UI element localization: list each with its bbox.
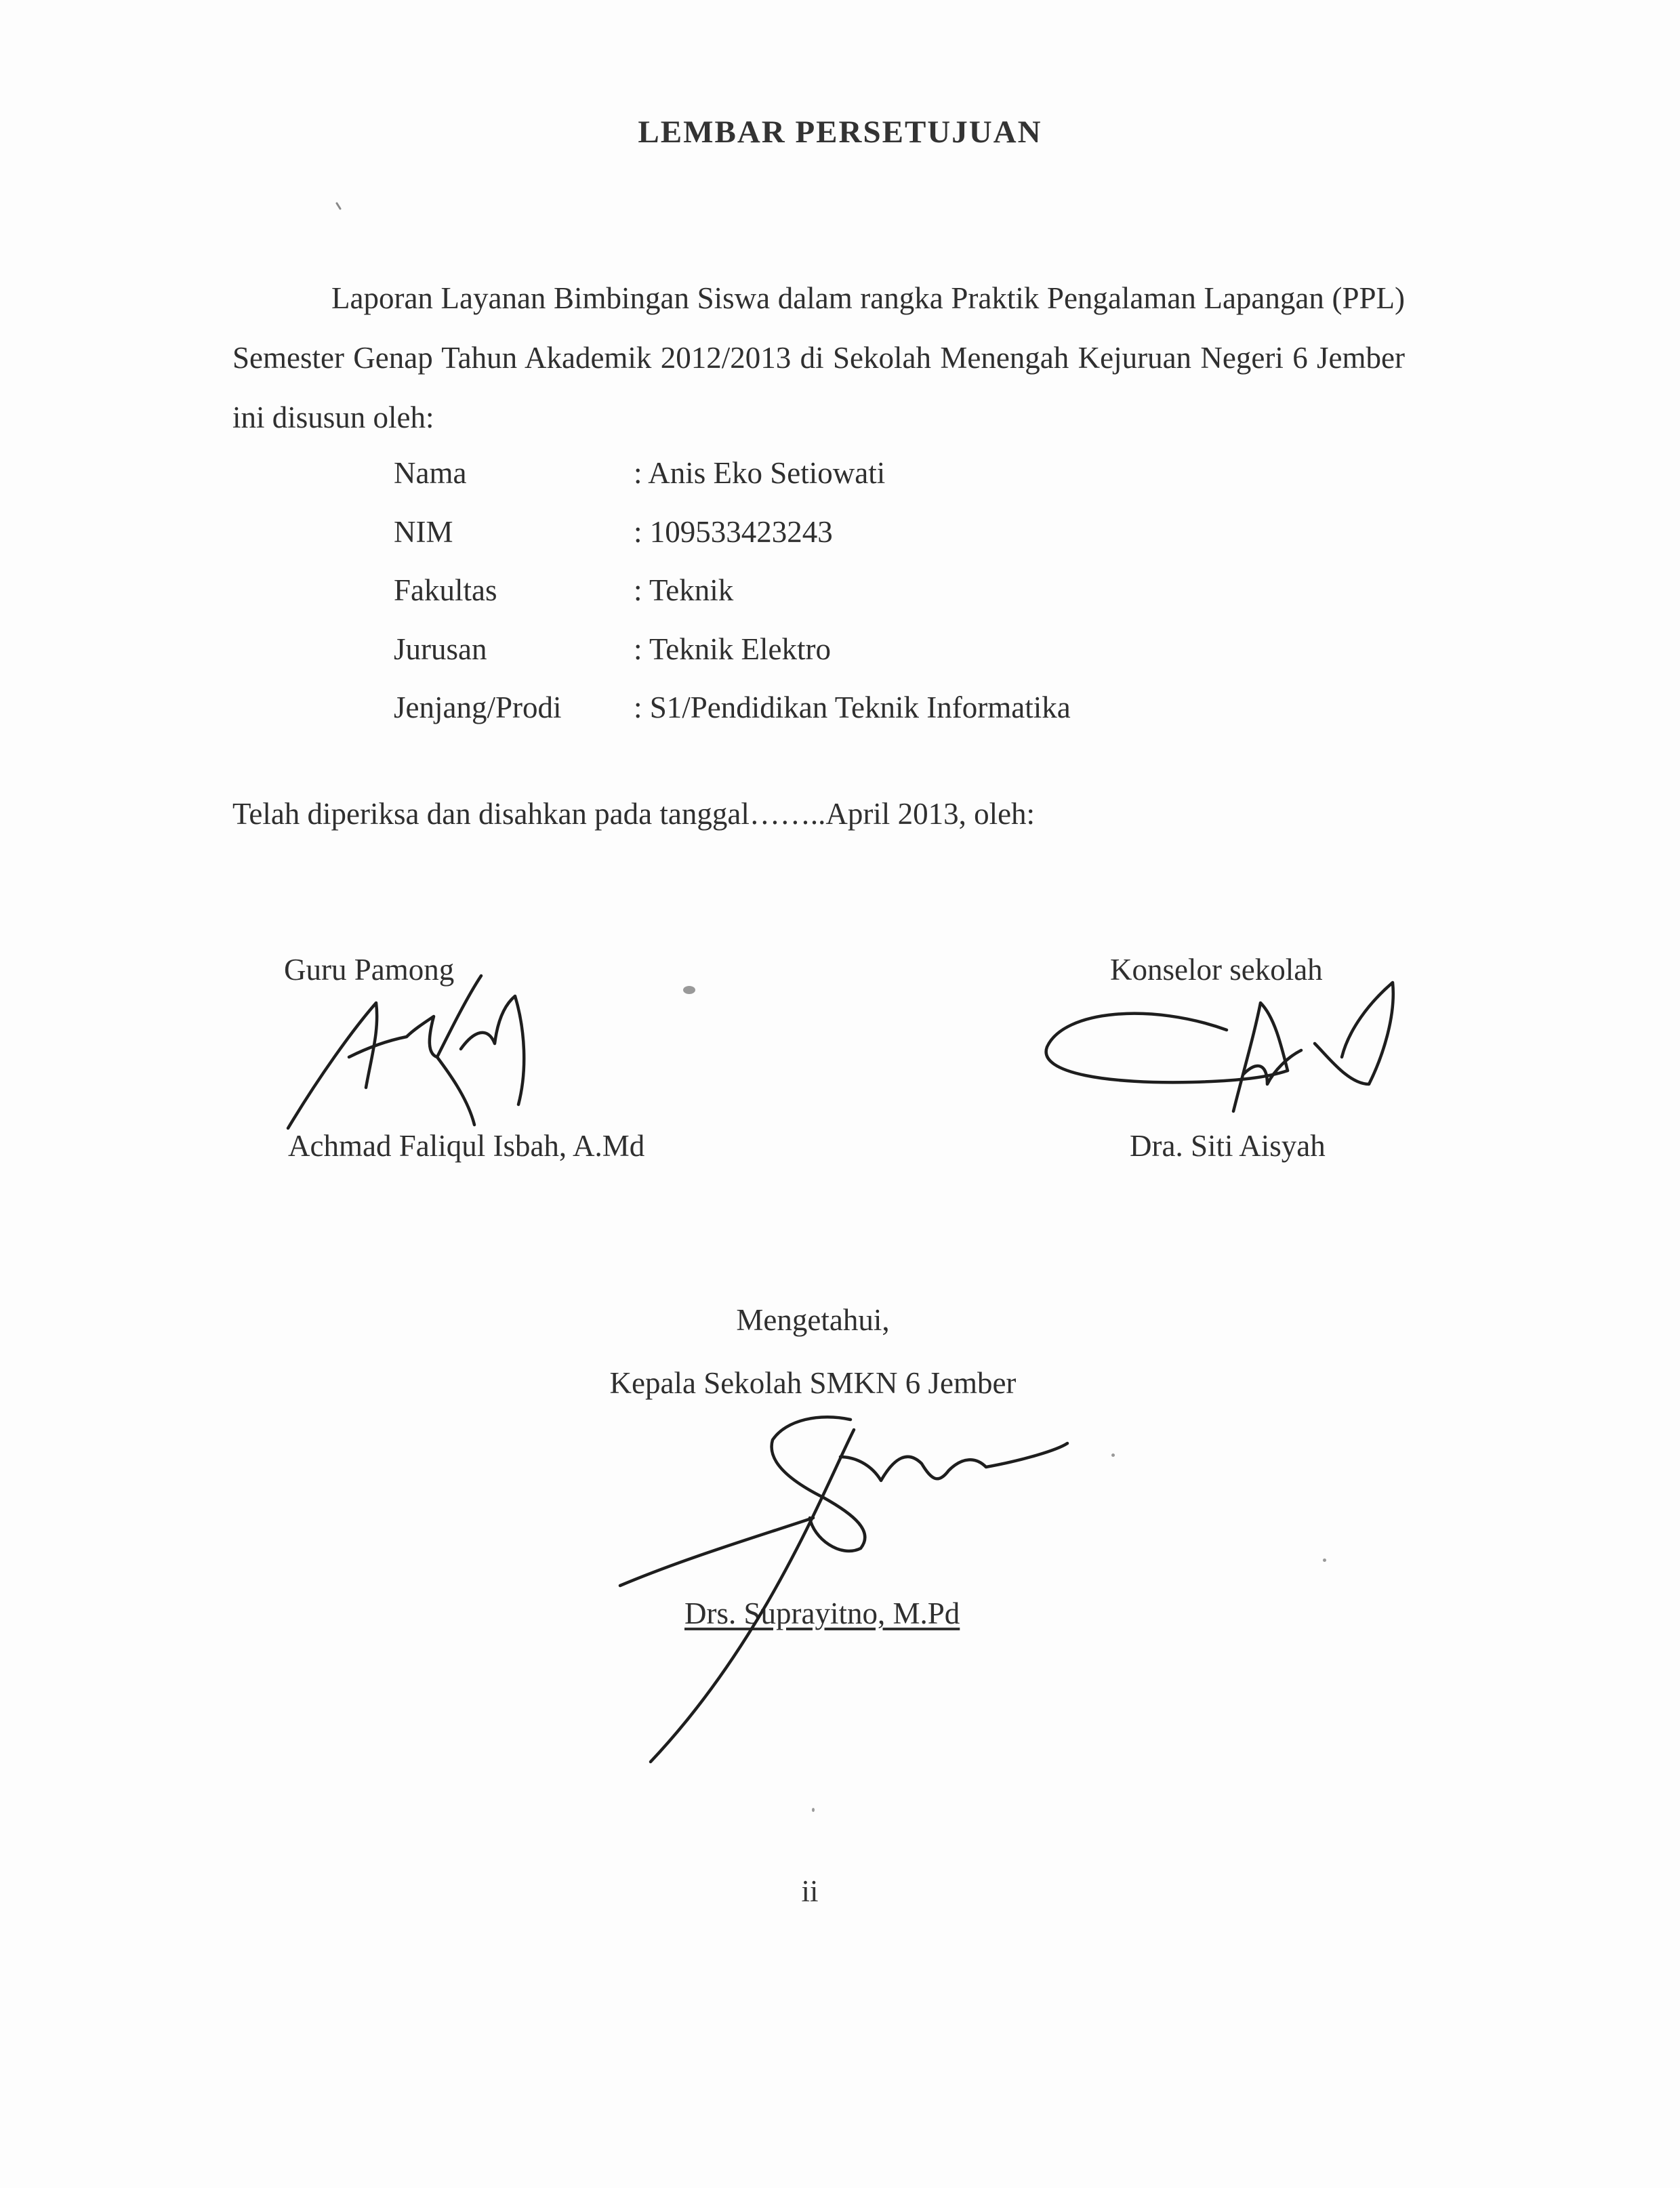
signature-stroke: [461, 996, 524, 1105]
intro-paragraph: Laporan Layanan Bimbingan Siswa dalam rangka Praktik Pengalaman Lapangan (PPL) Semester Genap Tahun Akademik 2012/2013 di Sekolah Menengah Kejuruan Negeri 6 Jember ini disusun oleh:: [232, 281, 1405, 434]
scan-speck: [683, 986, 695, 994]
page-title: LEMBAR PERSETUJUAN: [638, 115, 1042, 150]
guru-pamong-signature: [288, 976, 524, 1128]
scan-speck: [1323, 1559, 1326, 1562]
approval-line: Telah diperiksa dan disahkan pada tanggal……..April 2013, oleh:: [232, 797, 1036, 831]
scan-speck: [1111, 1453, 1115, 1457]
info-label: Nama: [394, 456, 467, 490]
info-label: Jurusan: [394, 632, 487, 666]
signature-stroke: [840, 1443, 1067, 1481]
info-value: : Teknik Elektro: [634, 632, 831, 666]
konselor-role: Konselor sekolah: [1110, 953, 1323, 987]
principal-signature: [620, 1417, 1067, 1762]
info-label: NIM: [394, 514, 453, 549]
info-label: Fakultas: [394, 573, 497, 607]
page-number: ii: [801, 1874, 819, 1908]
konselor-name: Dra. Siti Aisyah: [1130, 1129, 1326, 1163]
info-label: Jenjang/Prodi: [394, 690, 562, 724]
signature-stroke: [772, 1417, 865, 1551]
info-row: [394, 678, 1071, 737]
principal-name: Drs. Suprayitno, M.Pd: [684, 1596, 960, 1630]
signature-stroke: [620, 1518, 813, 1586]
info-row: [394, 503, 1071, 562]
signature-stroke: [288, 1003, 377, 1128]
info-row: [394, 620, 1071, 679]
info-value: : S1/Pendidikan Teknik Informatika: [634, 690, 1071, 724]
info-value: : Teknik: [634, 573, 734, 607]
scan-speck: [812, 1808, 815, 1812]
signature-stroke: [437, 1057, 474, 1125]
signature-stroke: [1233, 1003, 1288, 1111]
scan-artifact: [337, 203, 340, 209]
info-value: : 109533423243: [634, 514, 833, 549]
guru-pamong-name: Achmad Faliqul Isbah, A.Md: [288, 1129, 645, 1163]
principal-role: Kepala Sekolah SMKN 6 Jember: [609, 1366, 1017, 1400]
acknowledge-label: Mengetahui,: [736, 1303, 890, 1337]
info-row: [394, 561, 1071, 620]
info-value: : Anis Eko Setiowati: [634, 456, 886, 490]
guru-pamong-role: Guru Pamong: [284, 953, 455, 987]
signature-stroke: [1244, 1050, 1301, 1084]
student-info-list: [394, 444, 1071, 737]
signature-stroke: [1046, 1014, 1288, 1083]
signature-stroke: [349, 976, 481, 1057]
signature-stroke: [1315, 983, 1393, 1084]
info-row: [394, 444, 1071, 503]
konselor-signature: [1046, 983, 1393, 1111]
